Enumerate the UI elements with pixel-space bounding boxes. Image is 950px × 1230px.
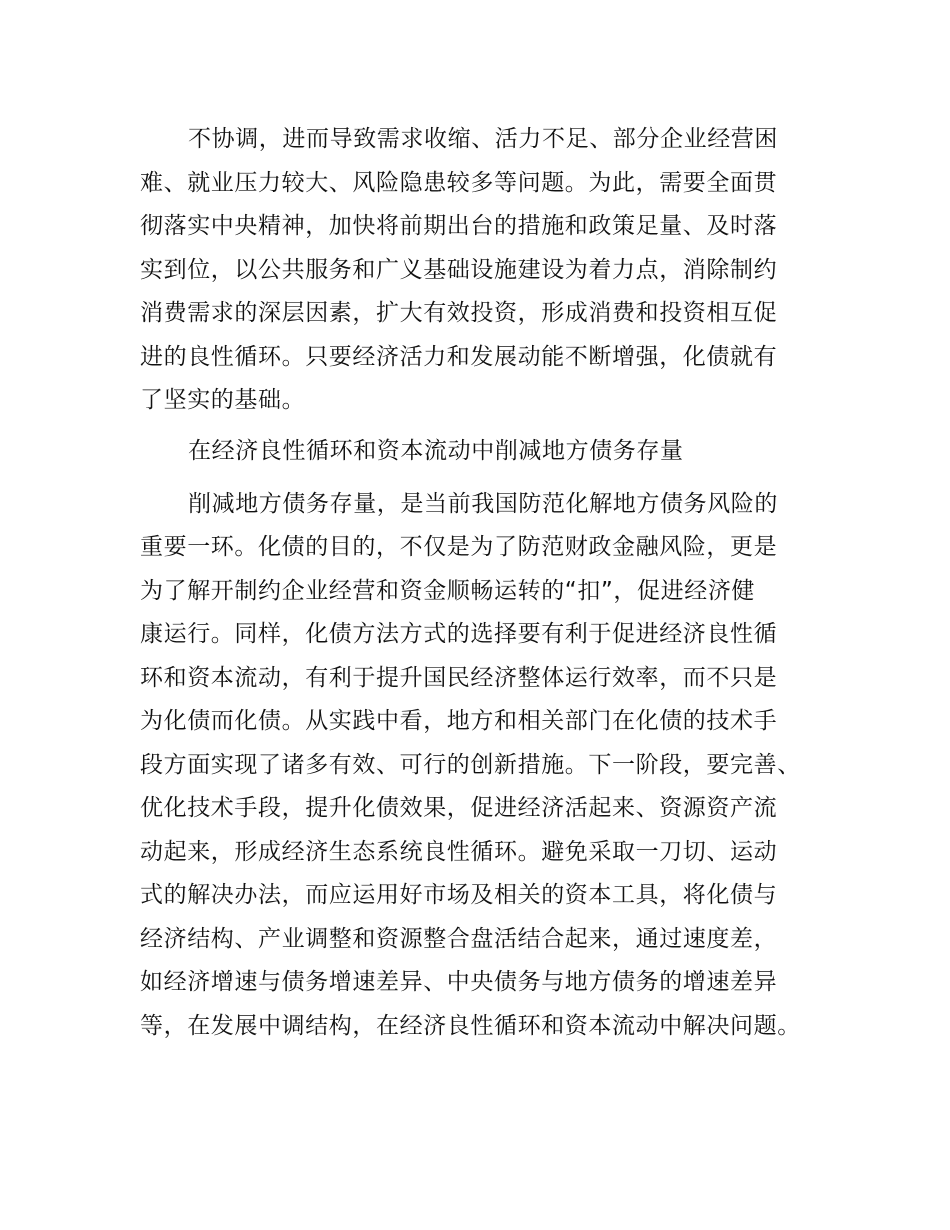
paragraph-1-line-6: 进的良性循环。只要经济活力和发展动能不断增强，化债就有 xyxy=(140,344,778,370)
paragraph-2-line-7: 段方面实现了诸多有效、可行的创新措施。下一阶段，要完善、 xyxy=(140,752,801,778)
paragraph-2-line-5: 环和资本流动，有利于提升国民经济整体运行效率，而不只是 xyxy=(140,665,778,691)
paragraph-1-line-4: 实到位，以公共服务和广义基础设施建设为着力点，消除制约 xyxy=(140,257,778,283)
paragraph-2-line-6: 为化债而化债。从实践中看，地方和相关部门在化债的技术手 xyxy=(140,708,778,734)
paragraph-2-line-4: 康运行。同样，化债方法方式的选择要有利于促进经济良性循 xyxy=(140,621,778,647)
paragraph-2-line-12: 如经济增速与债务增速差异、中央债务与地方债务的增速差异 xyxy=(140,969,778,995)
paragraph-1-line-1: 不协调，进而导致需求收缩、活力不足、部分企业经营困 xyxy=(188,126,778,152)
paragraph-1-line-2: 难、就业压力较大、风险隐患较多等问题。为此，需要全面贯 xyxy=(140,170,778,196)
paragraph-1-line-5: 消费需求的深层因素，扩大有效投资，形成消费和投资相互促 xyxy=(140,300,778,326)
paragraph-2-line-9: 动起来，形成经济生态系统良性循环。避免采取一刀切、运动 xyxy=(140,839,778,865)
section-heading: 在经济良性循环和资本流动中削减地方债务存量 xyxy=(188,438,684,464)
paragraph-2-line-8: 优化技术手段，提升化债效果，促进经济活起来、资源资产流 xyxy=(140,795,778,821)
paragraph-1-line-3: 彻落实中央精神，加快将前期出台的措施和政策足量、及时落 xyxy=(140,213,778,239)
paragraph-2-line-1: 削减地方债务存量，是当前我国防范化解地方债务风险的 xyxy=(188,491,778,517)
paragraph-1-line-7: 了坚实的基础。 xyxy=(140,387,306,413)
paragraph-2-line-3: 为了解开制约企业经营和资金顺畅运转的“扣”，促进经济健 xyxy=(140,578,756,604)
paragraph-2-line-2: 重要一环。化债的目的，不仅是为了防范财政金融风险，更是 xyxy=(140,534,778,560)
paragraph-2-line-13: 等，在发展中调结构，在经济良性循环和资本流动中解决问题。 xyxy=(140,1013,801,1039)
paragraph-2-line-11: 经济结构、产业调整和资源整合盘活结合起来，通过速度差， xyxy=(140,926,778,952)
paragraph-2-line-10: 式的解决办法，而应运用好市场及相关的资本工具，将化债与 xyxy=(140,882,778,908)
